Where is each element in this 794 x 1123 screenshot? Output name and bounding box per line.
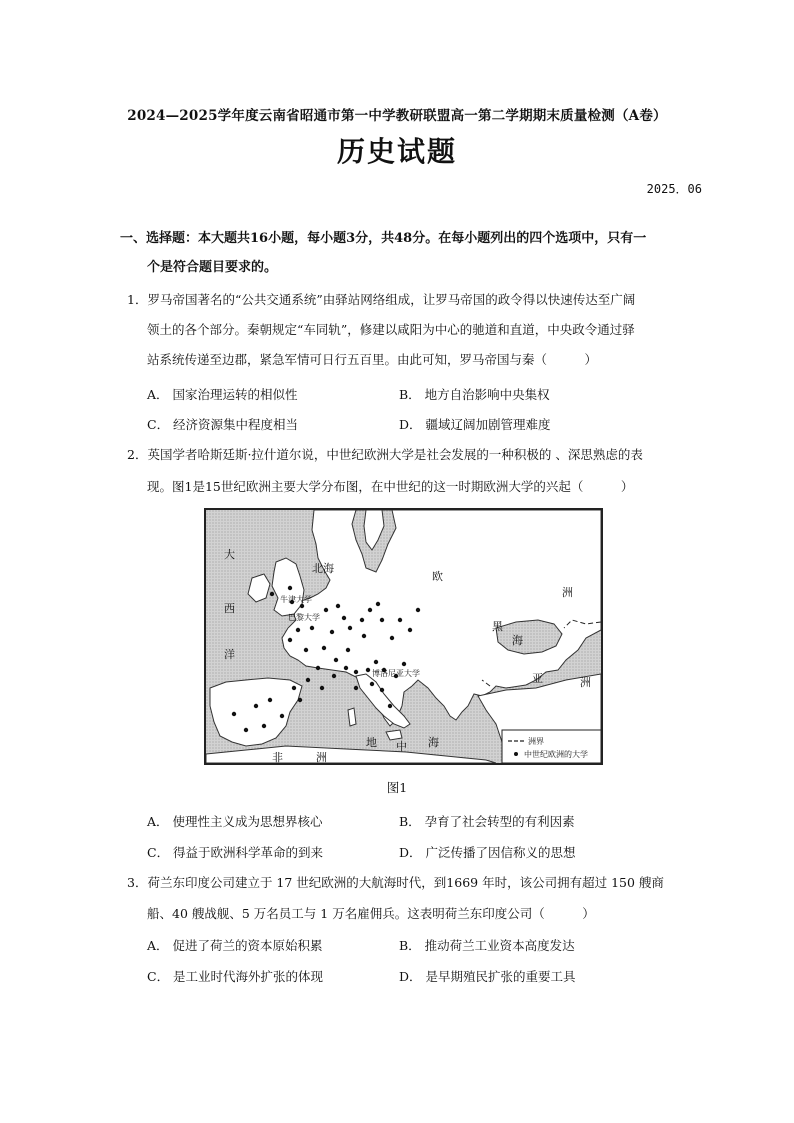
university-dot [296,628,300,632]
university-dot [416,608,420,612]
label-asia-2: 洲 [580,676,591,689]
university-dot [354,686,358,690]
university-dot [270,592,274,596]
university-dot [300,604,304,608]
label-black-sea-2: 海 [512,634,523,647]
university-dot [388,704,392,708]
label-black-sea-1: 黑 [492,620,503,633]
sardinia-land [348,708,356,726]
university-dot [368,608,372,612]
option-c[interactable]: C． 是工业时代海外扩张的体现 [147,969,324,984]
question-2 [127,440,687,470]
label-europe-1: 欧 [432,570,443,583]
map-legend [502,730,601,763]
university-dot [268,698,272,702]
label-north-sea: 北海 [312,562,334,575]
section-heading-line2: 个是符合题目要求的。 [147,260,278,275]
university-dot [320,686,324,690]
label-asia-1: 亚 [532,672,543,685]
question-1 [127,285,687,315]
question-text-line: 罗马帝国著名的“公共交通系统”由驿站网络组成，让罗马帝国的政令得以快速传达至广阔 [147,292,636,307]
option-b[interactable]: B． 地方自治影响中央集权 [399,387,550,402]
university-dot [398,618,402,622]
university-dot [342,616,346,620]
university-dot [380,688,384,692]
university-dot [408,628,412,632]
university-dot [344,666,348,670]
university-dot [310,626,314,630]
legend-university-label: 中世纪欧洲的大学 [524,750,588,759]
university-dot [402,662,406,666]
question-number: 2． [127,447,148,462]
question-text-line: 站系统传递至边郡，紧急军情可日行五百里。由此可知，罗马帝国与秦（ ） [147,352,598,367]
question-number: 3． [127,875,148,890]
university-dot [380,618,384,622]
question-text-line: 现。图1是15世纪欧洲主要大学分布图，在中世纪的这一时期欧洲大学的兴起（ ） [147,479,634,494]
university-dot [334,658,338,662]
university-dot [316,666,320,670]
university-dot [244,728,248,732]
university-dot [330,630,334,634]
university-dot [370,682,374,686]
university-dot [332,674,336,678]
university-dot [288,638,292,642]
university-dot [288,586,292,590]
label-oxford: 牛津大学 [280,595,312,604]
exam-header: 2024—2025学年度云南省昭通市第一中学教研联盟高一第二学期期末质量检测（A卷） [127,108,667,124]
exam-date: 2025．06 [646,182,702,196]
label-bologna: 博洛尼亚大学 [372,669,420,678]
label-europe-2: 洲 [562,586,573,599]
university-dot [362,634,366,638]
option-c[interactable]: C． 经济资源集中程度相当 [147,417,299,432]
option-d[interactable]: D． 广泛传播了因信称义的思想 [399,845,576,860]
legend-university-swatch [514,752,518,756]
university-dot [254,704,258,708]
university-dot [292,686,296,690]
option-b[interactable]: B． 推动荷兰工业资本高度发达 [399,938,575,953]
university-dot [262,724,266,728]
legend-border-label: 洲界 [528,737,544,746]
subject-title: 历史试题 [336,135,457,168]
figure-caption: 图1 [386,780,408,795]
university-dot [304,648,308,652]
university-dot [322,646,326,650]
label-med-2: 中 [396,740,407,753]
question-number: 1． [127,292,148,307]
label-paris: 巴黎大学 [288,613,320,622]
europe-universities-map [204,508,603,765]
university-dot [360,618,364,622]
label-atlantic-1: 大 [224,548,235,561]
section-heading-line1: 一、选择题：本大题共16小题，每小题3分，共48分。在每小题列出的四个选项中，只有一 [120,231,647,246]
university-dot [348,626,352,630]
question-text-line: 荷兰东印度公司建立于 17 世纪欧洲的大航海时代，到1669 年时，该公司拥有超过 150 艘商 [147,875,664,890]
option-a[interactable]: A． 促进了荷兰的资本原始积累 [147,938,323,953]
university-dot [232,712,236,716]
label-atlantic-2: 西 [224,602,235,615]
university-dot [298,698,302,702]
option-a[interactable]: A． 使理性主义成为思想界核心 [147,814,323,829]
university-dot [390,636,394,640]
university-dot [336,604,340,608]
label-africa-2: 洲 [316,751,327,763]
university-dot [374,660,378,664]
university-dot [376,602,380,606]
label-atlantic-3: 洋 [224,648,235,661]
option-b[interactable]: B． 孕育了社会转型的有利因素 [399,814,575,829]
university-dot [324,608,328,612]
option-c[interactable]: C． 得益于欧洲科学革命的到来 [147,845,324,860]
option-d[interactable]: D． 是早期殖民扩张的重要工具 [399,969,576,984]
label-africa-1: 非 [272,751,283,763]
question-text-line: 英国学者哈斯廷斯·拉什道尔说，中世纪欧洲大学是社会发展的一种积极的 、深思熟虑的表 [147,447,643,462]
label-med-1: 地 [366,736,377,749]
university-dot [346,648,350,652]
question-3 [127,868,687,898]
option-d[interactable]: D． 疆域辽阔加剧管理难度 [399,417,551,432]
question-text-line: 领土的各个部分。秦朝规定“车同轨”，修建以咸阳为中心的驰道和直道，中央政令通过驿 [147,322,635,337]
label-med-3: 海 [428,736,439,749]
map-svg [206,510,601,763]
university-dot [280,714,284,718]
university-dot [366,668,370,672]
university-dot [306,678,310,682]
option-a[interactable]: A． 国家治理运转的相似性 [147,387,298,402]
university-dot [354,670,358,674]
question-text-line: 船、40 艘战舰、5 万名员工与 1 万名雇佣兵。这表明荷兰东印度公司（ ） [147,906,595,921]
